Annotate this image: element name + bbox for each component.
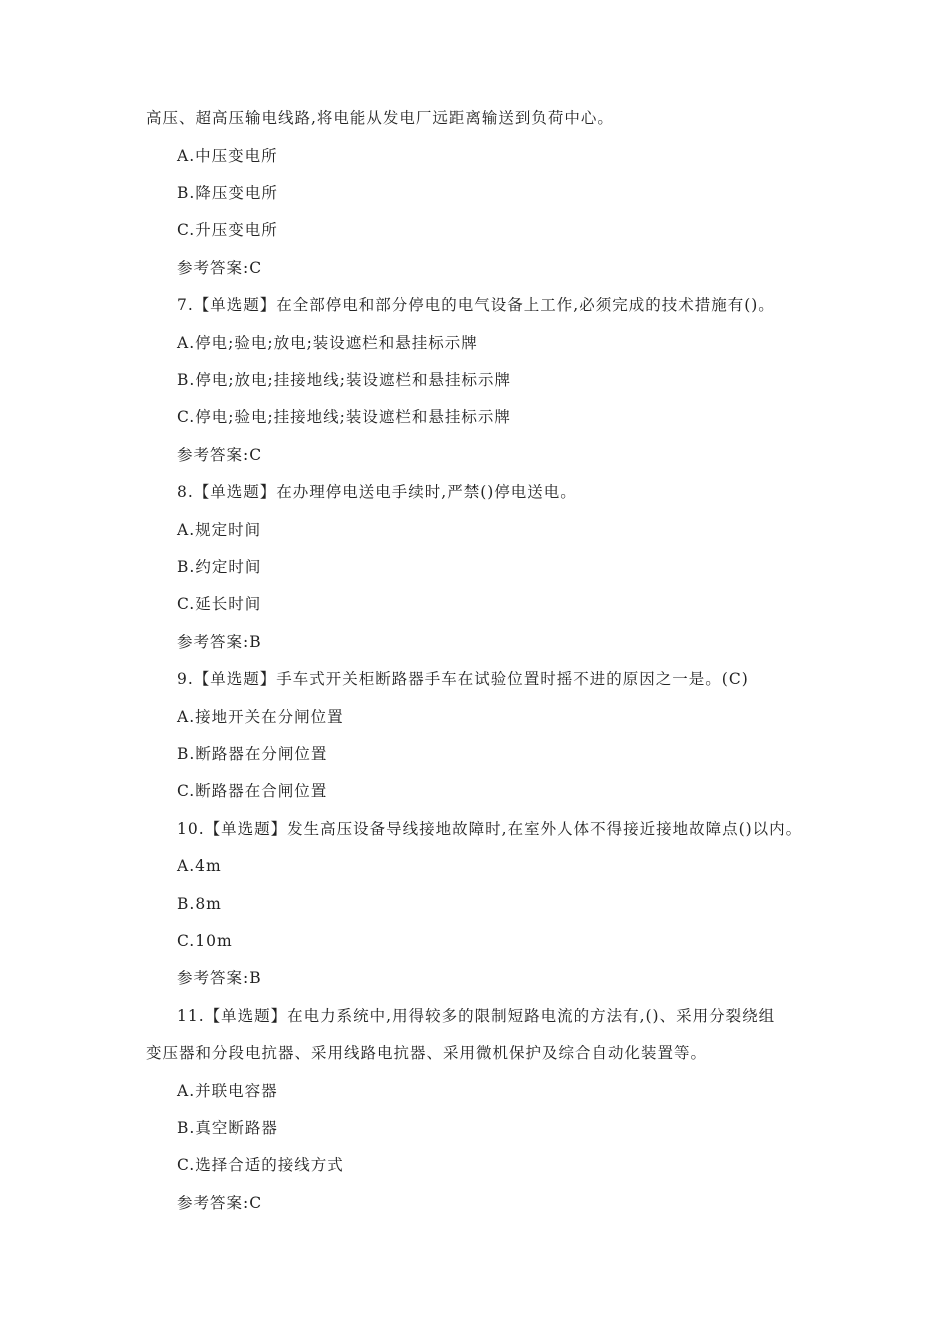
- question-6-option-a: A.中压变电所: [177, 147, 278, 165]
- question-7-option-a: A.停电;验电;放电;装设遮栏和悬挂标示牌: [177, 334, 478, 352]
- question-8-answer: 参考答案:B: [177, 633, 262, 651]
- question-11-option-c: C.选择合适的接线方式: [177, 1156, 344, 1174]
- question-11-answer: 参考答案:C: [177, 1194, 263, 1212]
- question-11-text: 11.【单选题】在电力系统中,用得较多的限制短路电流的方法有,()、采用分裂绕组: [177, 1007, 776, 1025]
- question-9-option-c: C.断路器在合闸位置: [177, 782, 328, 800]
- question-11-text-continuation: 变压器和分段电抗器、采用线路电抗器、采用微机保护及综合自动化装置等。: [146, 1044, 708, 1062]
- question-8-option-b: B.约定时间: [177, 558, 262, 576]
- question-6-option-c: C.升压变电所: [177, 221, 278, 239]
- question-6-answer: 参考答案:C: [177, 259, 263, 277]
- question-7-option-b: B.停电;放电;挂接地线;装设遮栏和悬挂标示牌: [177, 371, 511, 389]
- question-6-option-b: B.降压变电所: [177, 184, 278, 202]
- question-8-text: 8.【单选题】在办理停电送电手续时,严禁()停电送电。: [177, 483, 577, 501]
- question-10-option-c: C.10m: [177, 932, 233, 950]
- question-11-option-b: B.真空断路器: [177, 1119, 278, 1137]
- question-9-option-b: B.断路器在分闸位置: [177, 745, 328, 763]
- question-7-option-c: C.停电;验电;挂接地线;装设遮栏和悬挂标示牌: [177, 408, 511, 426]
- question-10-option-a: A.4m: [177, 857, 222, 875]
- question-9-option-a: A.接地开关在分闸位置: [177, 708, 344, 726]
- question-7-answer: 参考答案:C: [177, 446, 263, 464]
- question-7-text: 7.【单选题】在全部停电和部分停电的电气设备上工作,必须完成的技术措施有()。: [177, 296, 775, 314]
- question-6-text-continuation: 高压、超高压输电线路,将电能从发电厂远距离输送到负荷中心。: [146, 109, 614, 127]
- question-8-option-c: C.延长时间: [177, 595, 262, 613]
- question-11-option-a: A.并联电容器: [177, 1082, 278, 1100]
- question-10-answer: 参考答案:B: [177, 969, 262, 987]
- question-9-text: 9.【单选题】手车式开关柜断路器手车在试验位置时摇不进的原因之一是。(C): [177, 670, 749, 688]
- question-8-option-a: A.规定时间: [177, 521, 262, 539]
- question-10-option-b: B.8m: [177, 895, 222, 913]
- question-10-text: 10.【单选题】发生高压设备导线接地故障时,在室外人体不得接近接地故障点()以内。: [177, 820, 803, 838]
